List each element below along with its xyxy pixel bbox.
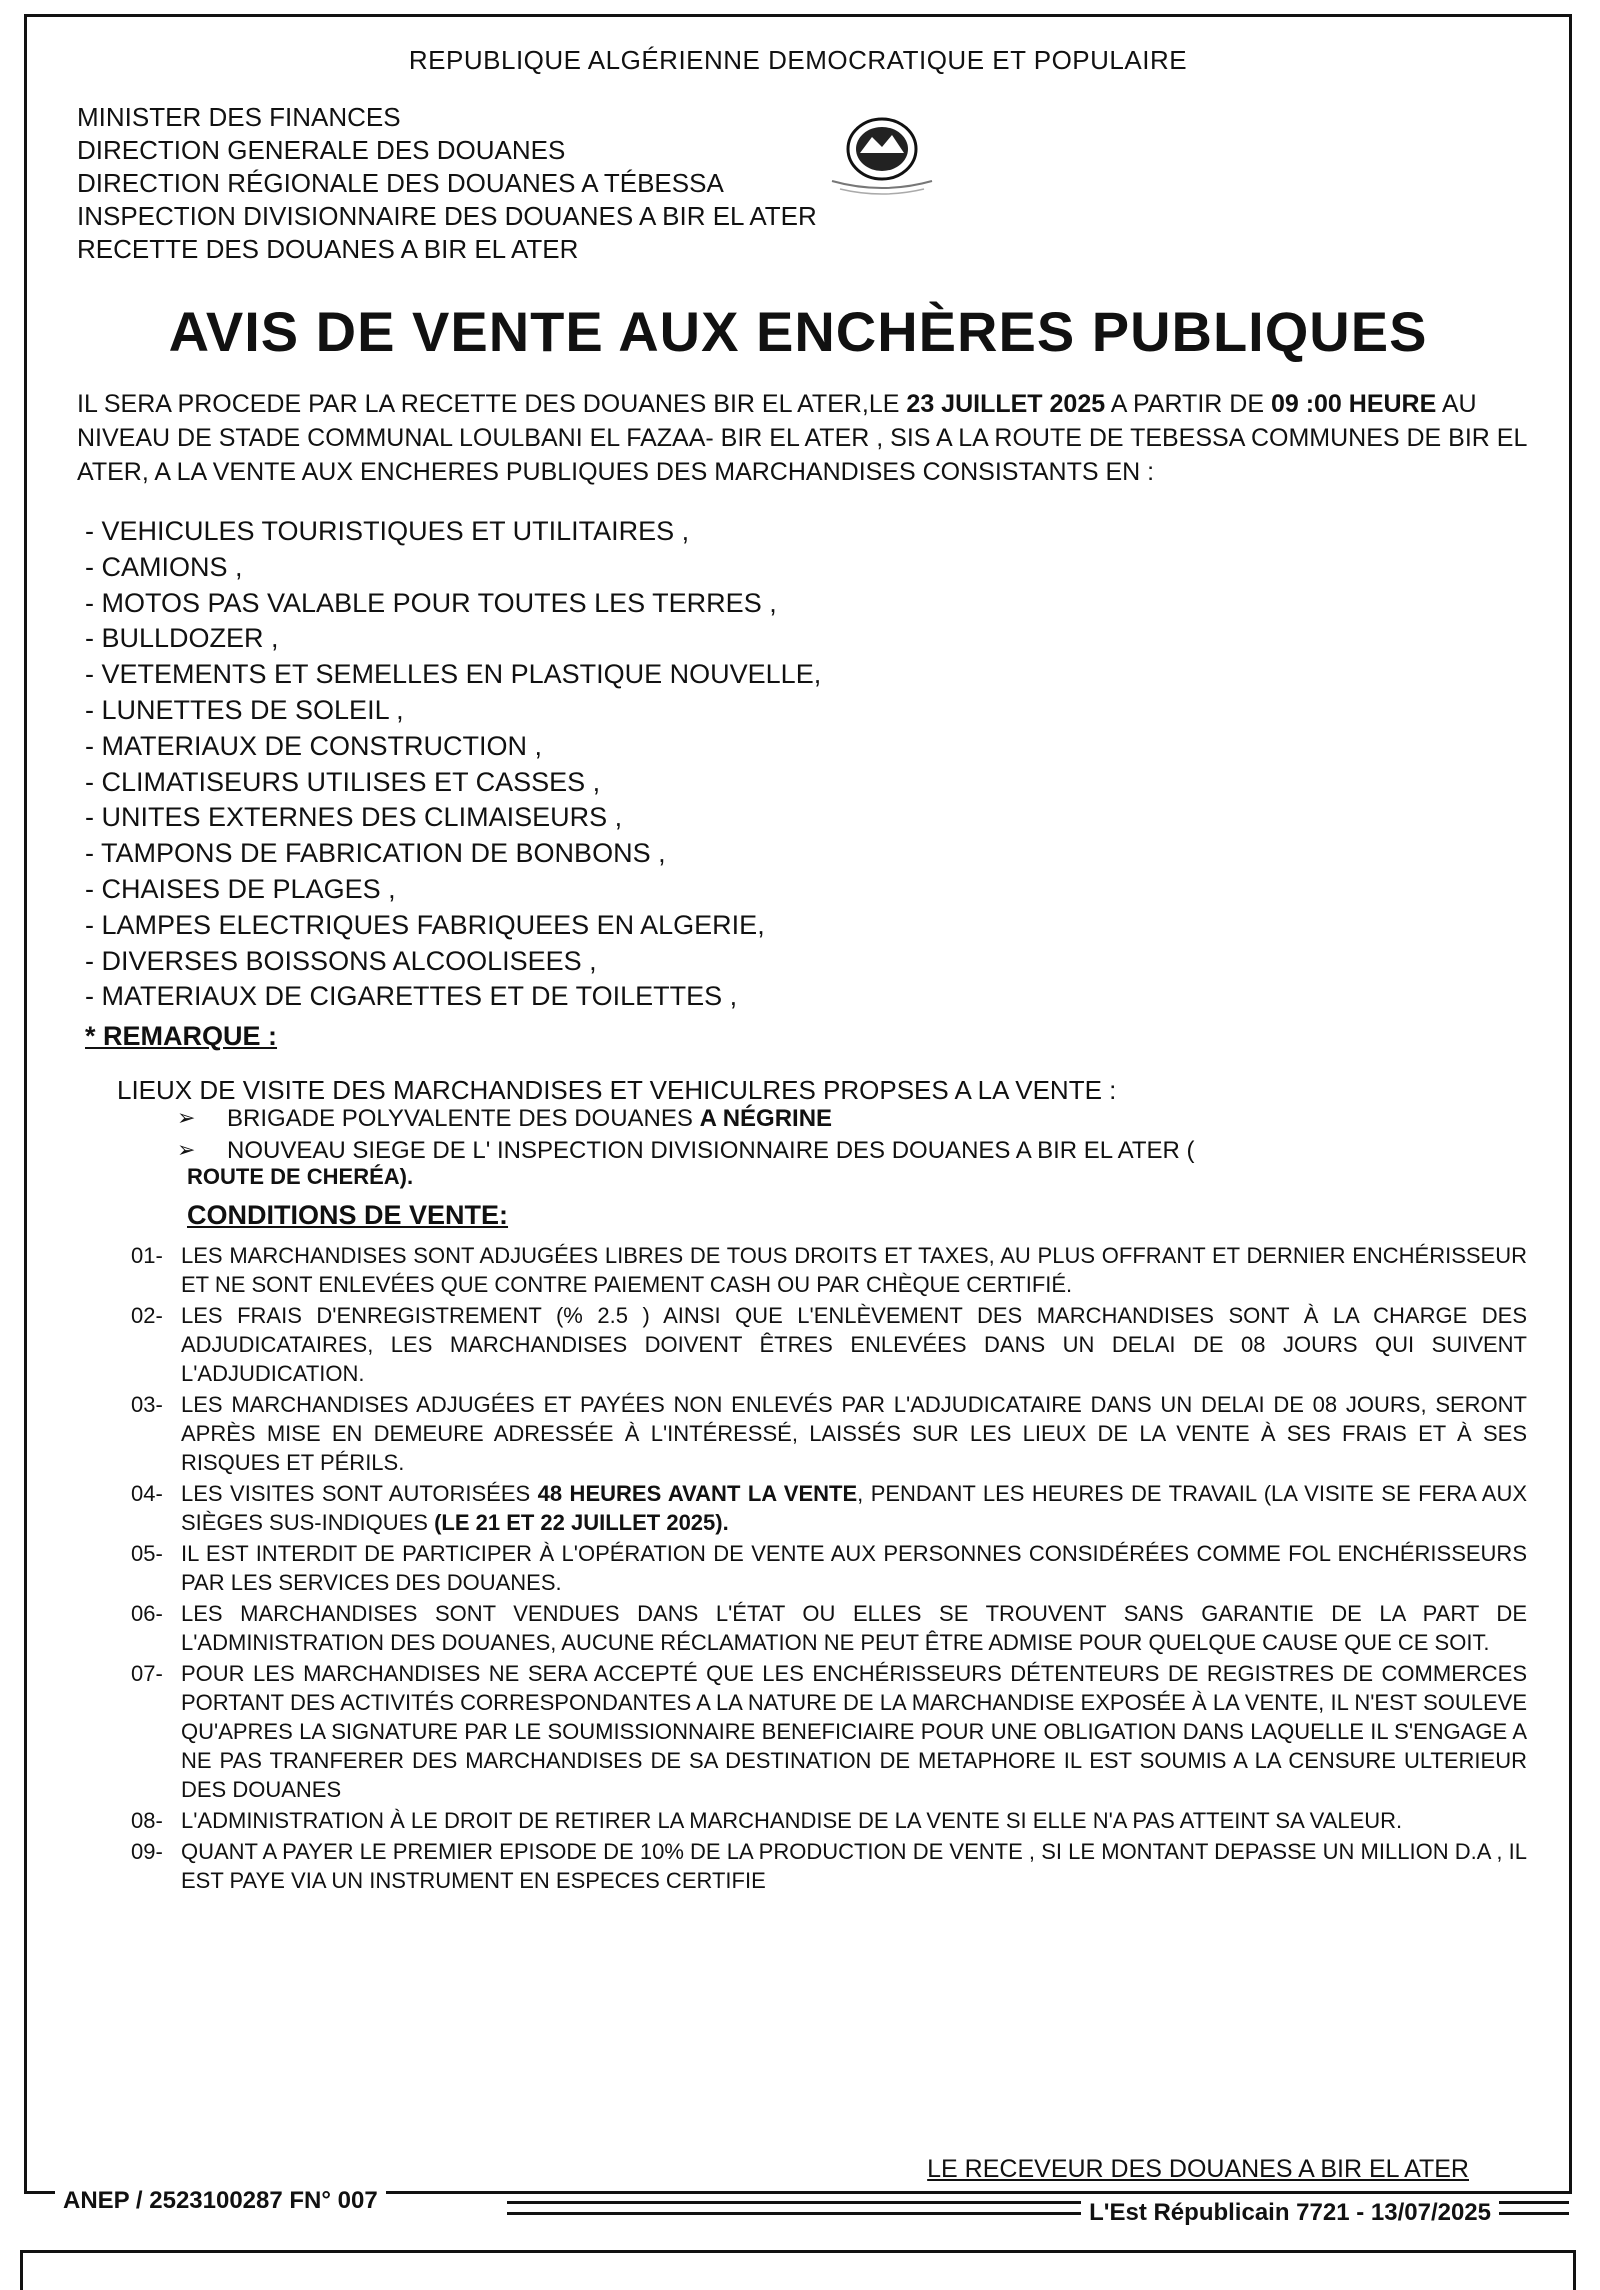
list-item: - CAMIONS , xyxy=(85,551,243,582)
arrow-bullet-icon: ➢ xyxy=(177,1137,196,1162)
condition-text: POUR LES MARCHANDISES NE SERA ACCEPTÉ QUE LES ENCHÉRISSEURS DÉTENTEURS DE REGISTRES DE COMMERCES PORTANT DES ACTIVITÉS CORRESPONDANTES A LA NATURE DE LA MARCHANDISE EXPOSÉE À LA VENTE, IL N'EST SOULEVE QU'APRES LA SIGNATURE PAR LE SOUMISSIONNAIRE BENEFICIAIRE POUR UNE OBLIGATION DANS LAQUELLE IL S'ENGAGE A NE PAS TRANFERER DES MARCHANDISES DE SA DESTINATION DE METAPHORE IL EST SOUMIS A LA CENSURE ULTERIEUR DES DOUANES xyxy=(181,1661,1527,1802)
next-notice-frame xyxy=(20,2250,1576,2290)
conditions-list xyxy=(131,1241,1527,1897)
goods-list xyxy=(85,514,821,1015)
ministry-line: DIRECTION RÉGIONALE DES DOUANES A TÉBESSA xyxy=(77,168,724,198)
condition-item xyxy=(131,1659,1527,1804)
signature-line: LE RECEVEUR DES DOUANES A BIR EL ATER xyxy=(927,2155,1469,2183)
notice-title: AVIS DE VENTE AUX ENCHÈRES PUBLIQUES xyxy=(168,300,1428,363)
remarque-heading: * REMARQUE : xyxy=(85,1021,278,1051)
list-item: - LAMPES ELECTRIQUES FABRIQUEES EN ALGERIE, xyxy=(85,909,765,940)
sale-time: 09 :00 HEURE xyxy=(1270,390,1437,418)
list-item: - UNITES EXTERNES DES CLIMAISEURS , xyxy=(85,802,623,833)
condition-text: QUANT A PAYER LE PREMIER EPISODE DE 10% DE LA PRODUCTION DE VENTE , SI LE MONTANT DEPASSE UN MILLION D.A , IL EST PAYE VIA UN INSTRUMENT EN ESPECES CERTIFIE xyxy=(181,1839,1527,1893)
list-item: - BULLDOZER , xyxy=(85,623,279,654)
conditions-heading: CONDITIONS DE VENTE: xyxy=(187,1200,509,1230)
condition-number: 02- xyxy=(131,1303,163,1328)
condition-bold: (LE 21 ET 22 JUILLET 2025). xyxy=(434,1510,729,1535)
condition-number: 01- xyxy=(131,1243,163,1268)
condition-text: IL EST INTERDIT DE PARTICIPER À L'OPÉRATION DE VENTE AUX PERSONNES CONSIDÉRÉES COMME FOL ENCHÉRISSEURS PAR LES SERVICES DES DOUANES. xyxy=(181,1541,1527,1595)
condition-number: 09- xyxy=(131,1839,163,1864)
condition-text: LES MARCHANDISES SONT ADJUGÉES LIBRES DE TOUS DROITS ET TAXES, AU PLUS OFFRANT ET DERNIER ENCHÉRISSEUR ET NE SONT ENLEVÉES QUE CONTRE PAIEMENT CASH OU PAR CHÈQUE CERTIFIÉ. xyxy=(181,1243,1527,1297)
condition-item xyxy=(131,1241,1527,1299)
condition-number: 03- xyxy=(131,1392,163,1417)
visit-place-2 xyxy=(177,1137,1195,1165)
condition-text: LES MARCHANDISES SONT VENDUES DANS L'ÉTAT OU ELLES SE TROUVENT SANS GARANTIE DE LA PART DE L'ADMINISTRATION DES DOUANES, AUCUNE RÉCLAMATION NE PEUT ÊTRE ADMISE POUR QUELQUE CAUSE QUE CE SOIT. xyxy=(181,1601,1527,1655)
intro-text: A PARTIR DE xyxy=(1105,390,1271,418)
list-item: - MATERIAUX DE CONSTRUCTION , xyxy=(85,730,543,761)
arrow-bullet-icon: ➢ xyxy=(177,1105,196,1130)
list-item: - LUNETTES DE SOLEIL , xyxy=(85,694,404,725)
list-item: - VEHICULES TOURISTIQUES ET UTILITAIRES , xyxy=(85,516,690,546)
place-location: A NÉGRINE xyxy=(699,1105,833,1132)
list-item: - TAMPONS DE FABRICATION DE BONBONS , xyxy=(85,838,666,869)
ministry-line: RECETTE DES DOUANES A BIR EL ATER xyxy=(77,234,579,264)
condition-number: 07- xyxy=(131,1661,163,1686)
condition-number: 06- xyxy=(131,1601,163,1626)
place-continuation: ROUTE DE CHERÉA). xyxy=(187,1164,414,1189)
list-item: - DIVERSES BOISSONS ALCOOLISEES , xyxy=(85,945,597,976)
condition-text: , PENDANT LES HEURES DE TRAVAIL (LA VISITE SE FERA AUX SIÈGES SUS-INDIQUES xyxy=(181,1481,1528,1535)
condition-item xyxy=(131,1837,1527,1895)
condition-item xyxy=(131,1599,1527,1657)
list-item: - MATERIAUX DE CIGARETTES ET DE TOILETTES , xyxy=(85,981,738,1012)
ministry-line: MINISTER DES FINANCES xyxy=(77,102,401,132)
anep-reference: ANEP / 2523100287 FN° 007 xyxy=(55,2187,386,2215)
intro-text: AU NIVEAU DE STADE COMMUNAL LOULBANI EL FAZAA- BIR EL ATER , SIS A LA ROUTE DE TEBESSA COMMUNES DE BIR EL ATER, A LA VENTE AUX ENCHERES PUBLIQUES DES MARCHANDISES CONSISTANTS EN : xyxy=(77,390,1527,486)
list-item: - CHAISES DE PLAGES , xyxy=(85,873,396,904)
notice-frame xyxy=(24,14,1572,2226)
condition-item xyxy=(131,1539,1527,1597)
condition-bold: 48 HEURES AVANT LA VENTE xyxy=(537,1481,858,1506)
intro-paragraph xyxy=(77,387,1557,489)
remarque-intro: LIEUX DE VISITE DES MARCHANDISES ET VEHICULRES PROPSES A LA VENTE : xyxy=(117,1075,1117,1105)
sale-date: 23 JUILLET 2025 xyxy=(906,390,1106,418)
list-item: - CLIMATISEURS UTILISES ET CASSES , xyxy=(85,766,601,797)
condition-text: LES FRAIS D'ENREGISTREMENT (% 2.5 ) AINSI QUE L'ENLÈVEMENT DES MARCHANDISES SONT À LA CHARGE DES ADJUDICATAIRES, LES MARCHANDISES DOIVENT ÊTRES ENLEVÉES DANS UN DELAI DE 08 JOURS QUI SUIVENT L'ADJUDICATION. xyxy=(181,1303,1527,1386)
condition-item xyxy=(131,1806,1527,1835)
condition-text: LES MARCHANDISES ADJUGÉES ET PAYÉES NON ENLEVÉS PAR L'ADJUDICATAIRE DANS UN DELAI DE 08 JOURS, SERONT APRÈS MISE EN DEMEURE ADRESSÉE À L'INTÉRESSÉ, LAISSÉS SUR LES LIEUX DE LA VENTE À SES FRAIS ET À SES RISQUES ET PÉRILS. xyxy=(181,1392,1527,1475)
list-item: - VETEMENTS ET SEMELLES EN PLASTIQUE NOUVELLE, xyxy=(85,659,822,690)
algeria-customs-emblem-icon xyxy=(812,101,952,201)
ministry-block xyxy=(77,101,817,266)
place-text: NOUVEAU SIEGE DE L' INSPECTION DIVISIONNAIRE DES DOUANES A BIR EL ATER ( xyxy=(227,1137,1195,1164)
condition-number: 08- xyxy=(131,1808,163,1833)
list-item: - MOTOS PAS VALABLE POUR TOUTES LES TERRES , xyxy=(85,587,777,618)
condition-text: LES VISITES SONT AUTORISÉES xyxy=(181,1481,538,1506)
condition-item xyxy=(131,1479,1527,1537)
condition-item xyxy=(131,1301,1527,1388)
condition-text: L'ADMINISTRATION À LE DROIT DE RETIRER LA MARCHANDISE DE LA VENTE SI ELLE N'A PAS ATTEINT SA VALEUR. xyxy=(181,1808,1403,1833)
place-text: BRIGADE POLYVALENTE DES DOUANES xyxy=(227,1105,700,1132)
condition-number: 04- xyxy=(131,1481,163,1506)
ministry-line: DIRECTION GENERALE DES DOUANES xyxy=(77,135,566,165)
ministry-line: INSPECTION DIVISIONNAIRE DES DOUANES A BIR EL ATER xyxy=(77,201,817,231)
condition-item xyxy=(131,1390,1527,1477)
newspaper-reference: L'Est Républicain 7721 - 13/07/2025 xyxy=(1081,2199,1499,2227)
visit-place-1 xyxy=(177,1105,833,1133)
intro-text: IL SERA PROCEDE PAR LA RECETTE DES DOUANES BIR EL ATER,LE xyxy=(77,390,907,418)
condition-number: 05- xyxy=(131,1541,163,1566)
republic-header: REPUBLIQUE ALGÉRIENNE DEMOCRATIQUE ET POPULAIRE xyxy=(408,45,1188,75)
